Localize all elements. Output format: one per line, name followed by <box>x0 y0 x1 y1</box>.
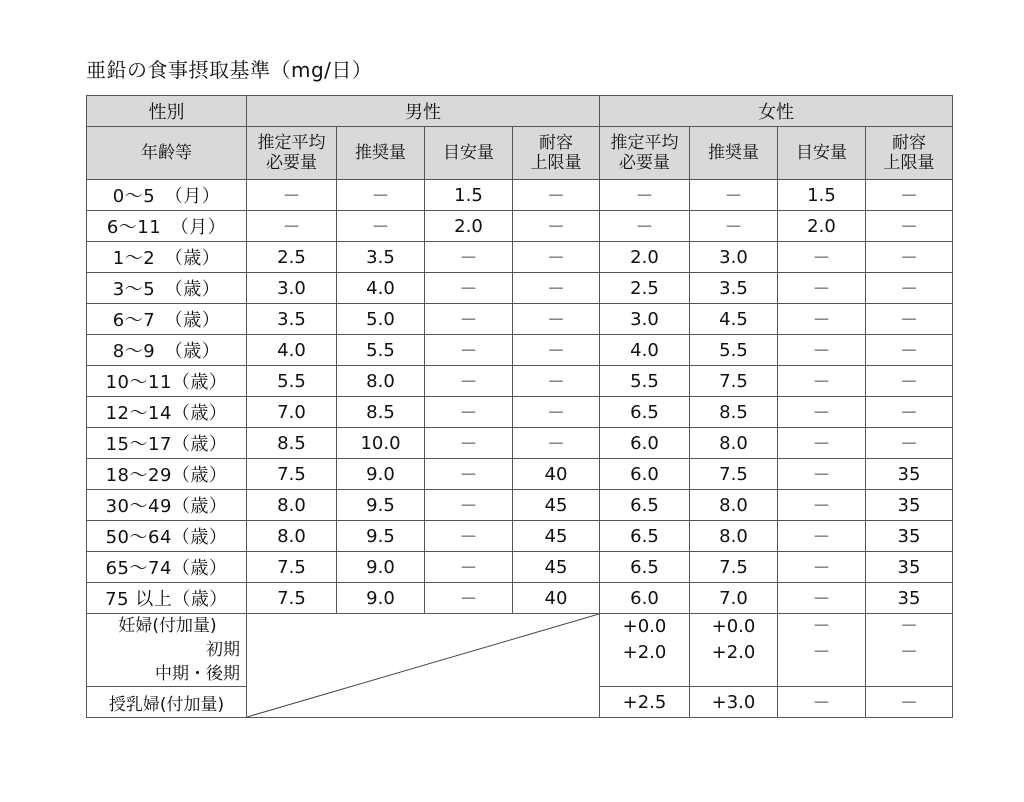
value-cell: 9.5 <box>337 521 425 552</box>
value-cell: － <box>778 428 866 459</box>
table-row <box>87 428 953 459</box>
value-cell: － <box>600 180 690 211</box>
value-cell: － <box>778 397 866 428</box>
header-category-line1: 推定平均 <box>257 133 326 153</box>
value-cell: － <box>866 273 953 304</box>
header-category <box>690 127 778 180</box>
value-cell: － <box>778 273 866 304</box>
value-cell: － <box>425 428 513 459</box>
value-cell: － <box>513 335 600 366</box>
age-cell: 18～29（歳） <box>87 459 247 490</box>
value-cell: 6.0 <box>600 583 690 614</box>
value-cell: 8.0 <box>690 490 778 521</box>
header-category-line1: 推奨量 <box>708 143 759 163</box>
value-cell: 7.5 <box>690 459 778 490</box>
value-cell: 7.5 <box>247 459 337 490</box>
lactating-value-cell: +3.0 <box>690 687 778 718</box>
value-cell: 8.0 <box>690 521 778 552</box>
value-cell: － <box>425 397 513 428</box>
header-category <box>513 127 600 180</box>
value-cell: 3.0 <box>247 273 337 304</box>
value-cell: 6.0 <box>600 459 690 490</box>
value-cell: － <box>866 428 953 459</box>
value-cell: 4.0 <box>247 335 337 366</box>
age-cell: 30～49（歳） <box>87 490 247 521</box>
pregnant-mid-value: － <box>812 642 831 663</box>
value-cell: 8.5 <box>690 397 778 428</box>
header-age-label: 年齢等 <box>87 127 247 180</box>
value-cell: 6.5 <box>600 490 690 521</box>
zinc-intake-table <box>86 95 953 718</box>
value-cell: 7.5 <box>247 583 337 614</box>
header-sex-label: 性別 <box>87 96 247 127</box>
value-cell: 7.5 <box>247 552 337 583</box>
value-cell: － <box>337 180 425 211</box>
value-cell: 45 <box>513 552 600 583</box>
value-cell: － <box>425 459 513 490</box>
table-row <box>87 335 953 366</box>
lactating-label: 授乳婦(付加量) <box>87 687 247 718</box>
value-cell: － <box>866 335 953 366</box>
value-cell: 5.5 <box>247 366 337 397</box>
table-row <box>87 583 953 614</box>
pregnant-mid-value: － <box>900 642 918 663</box>
age-cell: 3～5 （歳） <box>87 273 247 304</box>
pregnant-early-value: +0.0 <box>622 616 667 637</box>
value-cell: 6.5 <box>600 521 690 552</box>
value-cell: 6.0 <box>600 428 690 459</box>
value-cell: 7.5 <box>690 366 778 397</box>
value-cell: － <box>425 273 513 304</box>
value-cell: － <box>690 211 778 242</box>
value-cell: 2.5 <box>600 273 690 304</box>
pregnant-value-cell <box>778 614 866 687</box>
table-row <box>87 242 953 273</box>
value-cell: 9.0 <box>337 552 425 583</box>
header-category-line2: 必要量 <box>619 153 670 173</box>
header-male: 男性 <box>247 96 600 127</box>
pregnant-value-cell <box>690 614 778 687</box>
value-cell: 5.0 <box>337 304 425 335</box>
value-cell: 9.0 <box>337 459 425 490</box>
value-cell: 35 <box>866 490 953 521</box>
header-category-line1: 推定平均 <box>610 133 679 153</box>
value-cell: 3.0 <box>690 242 778 273</box>
diagonal-line <box>247 614 599 717</box>
header-category <box>600 127 690 180</box>
age-cell: 8～9 （歳） <box>87 335 247 366</box>
age-cell: 12～14（歳） <box>87 397 247 428</box>
pregnant-mid-late-label: 中期・後期 <box>155 664 240 684</box>
pregnant-value-cell <box>866 614 953 687</box>
value-cell: 3.5 <box>337 242 425 273</box>
pregnant-label: 妊婦(付加量) <box>118 616 217 636</box>
value-cell: 5.5 <box>337 335 425 366</box>
value-cell: － <box>513 428 600 459</box>
table-row <box>87 211 953 242</box>
value-cell: － <box>778 583 866 614</box>
pregnant-early-value: +0.0 <box>711 616 756 637</box>
value-cell: － <box>513 242 600 273</box>
age-cell: 6～11 （月） <box>87 211 247 242</box>
lactating-value-cell: － <box>778 687 866 718</box>
table-row <box>87 366 953 397</box>
value-cell: 5.5 <box>690 335 778 366</box>
value-cell: 8.5 <box>337 397 425 428</box>
value-cell: 4.0 <box>600 335 690 366</box>
value-cell: － <box>866 366 953 397</box>
age-cell: 15～17（歳） <box>87 428 247 459</box>
value-cell: 35 <box>866 583 953 614</box>
header-category-line2: 必要量 <box>266 153 317 173</box>
table-row <box>87 180 953 211</box>
value-cell: 2.0 <box>600 242 690 273</box>
page-title: 亜鉛の食事摂取基準（mg/日） <box>86 58 373 82</box>
value-cell: － <box>778 335 866 366</box>
age-cell: 1～2 （歳） <box>87 242 247 273</box>
value-cell: － <box>247 211 337 242</box>
value-cell: － <box>425 304 513 335</box>
header-category-line1: 目安量 <box>443 143 494 163</box>
table-row <box>87 490 953 521</box>
value-cell: 35 <box>866 552 953 583</box>
value-cell: 40 <box>513 459 600 490</box>
value-cell: － <box>866 211 953 242</box>
value-cell: － <box>778 459 866 490</box>
table-row <box>87 397 953 428</box>
pregnant-mid-value: +2.0 <box>622 642 667 663</box>
header-female: 女性 <box>600 96 953 127</box>
value-cell: － <box>513 180 600 211</box>
value-cell: 3.0 <box>600 304 690 335</box>
value-cell: 8.0 <box>247 490 337 521</box>
value-cell: 8.5 <box>247 428 337 459</box>
header-category <box>778 127 866 180</box>
value-cell: 5.5 <box>600 366 690 397</box>
value-cell: 8.0 <box>337 366 425 397</box>
value-cell: 7.0 <box>690 583 778 614</box>
value-cell: 35 <box>866 521 953 552</box>
value-cell: 4.0 <box>337 273 425 304</box>
value-cell: － <box>866 397 953 428</box>
value-cell: 8.0 <box>247 521 337 552</box>
pregnant-row <box>87 614 953 687</box>
pregnant-value-cell <box>600 614 690 687</box>
value-cell: 3.5 <box>690 273 778 304</box>
value-cell: － <box>513 397 600 428</box>
value-cell: 2.5 <box>247 242 337 273</box>
value-cell: 3.5 <box>247 304 337 335</box>
table-row <box>87 273 953 304</box>
value-cell: － <box>690 180 778 211</box>
table-row <box>87 552 953 583</box>
value-cell: － <box>425 552 513 583</box>
value-cell: 2.0 <box>778 211 866 242</box>
pregnant-early-label: 初期 <box>206 640 240 660</box>
value-cell: 40 <box>513 583 600 614</box>
age-cell: 10～11（歳） <box>87 366 247 397</box>
value-cell: － <box>778 304 866 335</box>
value-cell: － <box>425 242 513 273</box>
value-cell: 1.5 <box>778 180 866 211</box>
header-category-line1: 耐容 <box>892 133 926 153</box>
header-category-line2: 上限量 <box>883 153 935 173</box>
value-cell: － <box>513 211 600 242</box>
value-cell: 10.0 <box>337 428 425 459</box>
age-cell: 75 以上（歳） <box>87 583 247 614</box>
value-cell: － <box>247 180 337 211</box>
header-category-line1: 耐容 <box>539 133 573 153</box>
value-cell: 6.5 <box>600 552 690 583</box>
value-cell: － <box>513 304 600 335</box>
value-cell: － <box>866 304 953 335</box>
value-cell: 1.5 <box>425 180 513 211</box>
value-cell: 2.0 <box>425 211 513 242</box>
value-cell: 9.5 <box>337 490 425 521</box>
age-cell: 50～64（歳） <box>87 521 247 552</box>
age-cell: 0～5 （月） <box>87 180 247 211</box>
value-cell: 8.0 <box>690 428 778 459</box>
header-category-line2: 上限量 <box>530 153 582 173</box>
value-cell: 35 <box>866 459 953 490</box>
table-row <box>87 459 953 490</box>
lactating-value-cell: － <box>866 687 953 718</box>
value-cell: － <box>778 552 866 583</box>
value-cell: － <box>425 366 513 397</box>
header-category <box>247 127 337 180</box>
value-cell: 7.0 <box>247 397 337 428</box>
value-cell: 7.5 <box>690 552 778 583</box>
value-cell: － <box>778 490 866 521</box>
lactating-value-cell: +2.5 <box>600 687 690 718</box>
header-category <box>337 127 425 180</box>
value-cell: － <box>866 242 953 273</box>
age-cell: 6～7 （歳） <box>87 304 247 335</box>
pregnant-early-value: － <box>900 616 918 637</box>
age-cell: 65～74（歳） <box>87 552 247 583</box>
header-category <box>866 127 953 180</box>
male-not-applicable-cell <box>247 614 600 718</box>
value-cell: － <box>778 242 866 273</box>
header-category <box>425 127 513 180</box>
value-cell: 9.0 <box>337 583 425 614</box>
value-cell: － <box>425 583 513 614</box>
value-cell: － <box>866 180 953 211</box>
value-cell: － <box>778 521 866 552</box>
value-cell: － <box>425 521 513 552</box>
table-row <box>87 304 953 335</box>
value-cell: － <box>425 490 513 521</box>
header-category-line1: 推奨量 <box>355 143 406 163</box>
value-cell: 4.5 <box>690 304 778 335</box>
pregnant-label-cell <box>87 614 247 687</box>
value-cell: － <box>337 211 425 242</box>
value-cell: － <box>425 335 513 366</box>
value-cell: － <box>513 366 600 397</box>
table-row <box>87 521 953 552</box>
value-cell: － <box>778 366 866 397</box>
value-cell: － <box>600 211 690 242</box>
value-cell: － <box>513 273 600 304</box>
header-category-line1: 目安量 <box>796 143 847 163</box>
value-cell: 45 <box>513 521 600 552</box>
pregnant-early-value: － <box>812 616 831 637</box>
value-cell: 45 <box>513 490 600 521</box>
pregnant-mid-value: +2.0 <box>711 642 756 663</box>
value-cell: 6.5 <box>600 397 690 428</box>
